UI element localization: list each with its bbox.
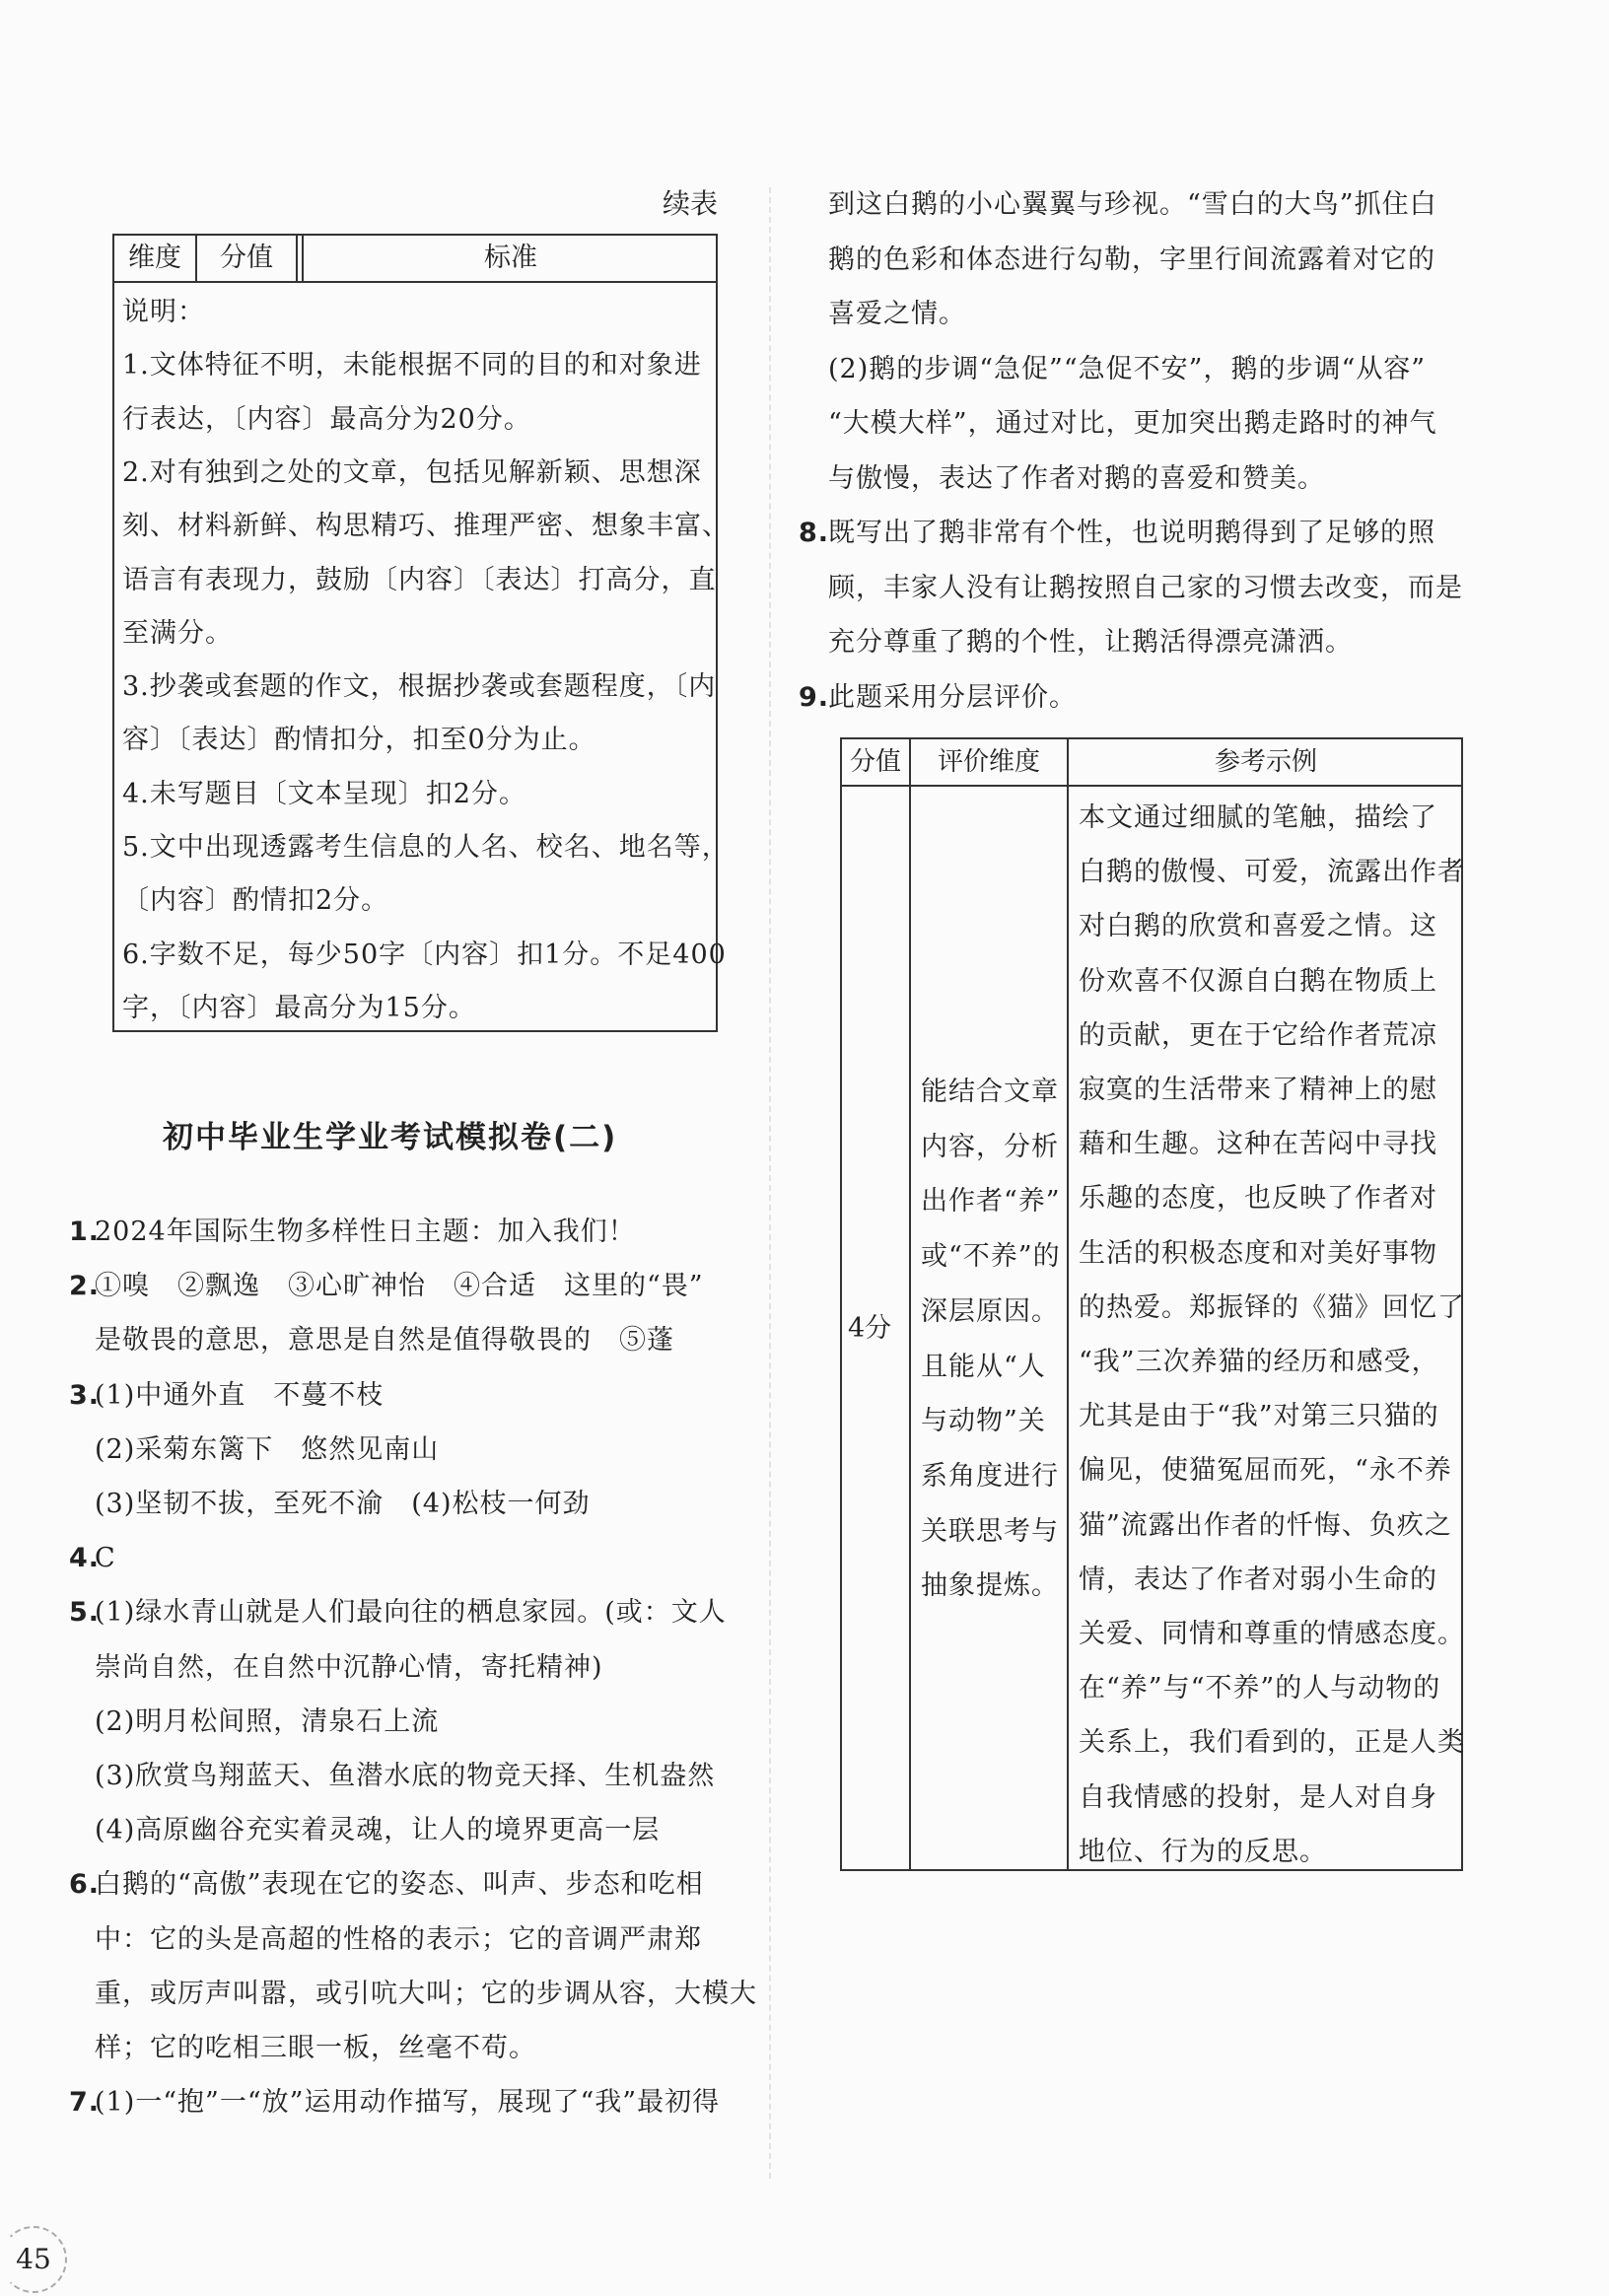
criteria-line: 说明： [122,297,205,327]
question-number: 7. [69,2087,101,2119]
criteria-line: 〔内容〕酌情扣2分。 [122,885,389,917]
answer-line: (2)明月松间照，清泉石上流 [95,1705,440,1737]
answer-line: 与傲慢，表达了作者对鹅的喜爱和赞美。 [828,462,1325,494]
example-line: 自我情感的投射，是人对自身 [1079,1781,1437,1813]
example-line: 的热爱。郑振铎的《猫》回忆了 [1079,1291,1465,1323]
dimension-line: 关联思考与 [921,1515,1059,1547]
answer-line: 充分尊重了鹅的个性，让鹅活得漂亮潇洒。 [828,627,1353,658]
question-number: 1. [69,1217,101,1247]
header-dimension: 评价维度 [937,747,1040,777]
answer-line: 重，或厉声叫嚣，或引吭大叫；它的步调从容，大模大 [95,1978,757,2009]
answer-line: (2)鹅的步调“急促”“急促不安”，鹅的步调“从容” [828,353,1427,384]
answer-line: 崇尚自然，在自然中沉静心情，寄托精神) [95,1651,603,1683]
answer-line: (1)中通外直 不蔓不枝 [95,1379,385,1411]
rating-table [840,737,1463,1871]
answer-line: C [95,1543,116,1574]
answer-line: 2024年国际生物多样性日主题：加入我们！ [95,1217,636,1247]
dimension-line: 出作者“养” [921,1186,1061,1218]
answer-line: 鹅的色彩和体态进行勾勒，字里行间流露着对它的 [828,244,1435,275]
dimension-line: 或“不养”的 [921,1241,1061,1273]
criteria-line: 字，〔内容〕最高分为15分。 [122,992,476,1023]
example-line: 在“养”与“不养”的人与动物的 [1079,1673,1441,1705]
example-line: 对白鹅的欣赏和喜爱之情。这 [1079,911,1437,942]
header-standard: 标准 [484,243,537,273]
answer-line: (4)高原幽谷充实着灵魂，让人的境界更高一层 [95,1815,661,1846]
example-line: 的贡献，更在于它给作者荒凉 [1079,1019,1437,1051]
dimension-line: 抽象提炼。 [921,1570,1059,1602]
header-example: 参考示例 [1214,747,1317,777]
header-score: 分值 [849,747,901,777]
table-header-row [114,236,716,283]
scoring-criteria-table [112,234,730,1032]
criteria-line: 行表达，〔内容〕最高分为20分。 [122,403,531,435]
example-line: 寂寞的生活带来了精神上的慰 [1079,1075,1437,1105]
answer-line: (2)采菊东篱下 悠然见南山 [95,1433,440,1465]
example-line: “我”三次养猫的经历和感受， [1079,1347,1439,1377]
answer-line: (1)绿水青山就是人们最向往的栖息家园。(或：文人 [95,1597,727,1629]
criteria-line: 3.抄袭或套题的作文，根据抄袭或套题程度，〔内 [122,671,717,703]
question-number: 8. [799,518,830,548]
criteria-line: 语言有表现力，鼓励〔内容〕〔表达〕打高分，直 [122,564,717,595]
column-divider [769,187,771,2179]
question-number: 3. [69,1379,101,1411]
header-score: 分值 [220,243,273,273]
example-line: 关系上，我们看到的，正是人类 [1079,1727,1465,1759]
criteria-line: 4.未写题目〔文本呈现〕扣2分。 [122,778,526,809]
dimension-line: 内容，分析 [921,1131,1059,1162]
answer-line: ①嗅 ②飘逸 ③心旷神怡 ④合适 这里的“畏” [95,1271,704,1302]
criteria-line: 容〕〔表达〕酌情扣分，扣至0分为止。 [122,725,596,756]
answer-line: 喜爱之情。 [828,299,966,329]
dimension-line: 系角度进行 [921,1460,1059,1492]
criteria-line: 至满分。 [122,617,233,649]
example-line: 尤其是由于“我”对第三只猫的 [1079,1401,1439,1432]
answer-line: (1)一“抱”一“放”运用动作描写，展现了“我”最初得 [95,2087,721,2119]
dimension-line: 与动物”关 [921,1406,1046,1437]
header-dimension: 维度 [128,243,181,273]
example-line: 偏见，使猫冤屈而死，“永不养 [1079,1455,1452,1487]
answer-line: 顾，丰家人没有让鹅按照自己家的习惯去改变，而是 [828,572,1463,603]
answer-line: 此题采用分层评价。 [828,681,1077,713]
answer-line: 样；它的吃相三眼一板，丝毫不苟。 [95,2033,536,2063]
example-line: 猫”流露出作者的忏悔、负疚之 [1079,1509,1452,1541]
example-line: 藉和生趣。这种在苦闷中寻找 [1079,1129,1437,1160]
question-number: 9. [799,681,830,713]
criteria-line: 2.对有独到之处的文章，包括见解新颖、思想深 [122,456,702,488]
example-line: 情，表达了作者对弱小生命的 [1079,1564,1437,1595]
dimension-line: 深层原因。 [921,1295,1059,1327]
answer-line: 是敬畏的意思，意思是自然是值得敬畏的 ⑤蓬 [95,1325,674,1357]
answer-line: 到这白鹅的小心翼翼与珍视。“雪白的大鸟”抓住白 [828,189,1437,220]
answer-line: (3)欣赏鸟翔蓝天、鱼潜水底的物竞天择、生机盎然 [95,1761,716,1791]
example-line: 关爱、同情和尊重的情感态度。 [1079,1619,1465,1649]
answer-line: “大模大样”，通过对比，更加突出鹅走路时的神气 [828,408,1437,439]
question-number: 6. [69,1869,101,1901]
example-line: 生活的积极态度和对美好事物 [1079,1237,1437,1269]
answer-line: 中：它的头是高超的性格的表示；它的音调严肃郑 [95,1923,702,1955]
question-number: 4. [69,1543,101,1574]
criteria-line: 5.文中出现透露考生信息的人名、校名、地名等， [122,832,730,863]
answer-line: (3)坚韧不拔，至死不渝 (4)松枝一何劲 [95,1489,591,1519]
criteria-line: 6.字数不足，每少50字〔内容〕扣1分。不足400 [122,939,727,970]
page-number: 45 [0,2226,67,2293]
example-line: 份欢喜不仅源自白鹅在物质上 [1079,965,1437,997]
answer-line: 既写出了鹅非常有个性，也说明鹅得到了足够的照 [828,518,1435,548]
question-number: 2. [69,1271,101,1302]
dimension-line: 且能从“人 [921,1351,1046,1382]
table-caption: 续表 [663,187,719,220]
example-line: 本文通过细腻的笔触，描绘了 [1079,802,1437,833]
example-line: 白鹅的傲慢、可爱，流露出作者 [1079,857,1465,888]
question-number: 5. [69,1597,101,1629]
example-line: 地位、行为的反思。 [1079,1836,1327,1867]
answer-line: 白鹅的“高傲”表现在它的姿态、叫声、步态和吃相 [95,1869,704,1901]
criteria-line: 刻、材料新鲜、构思精巧、推理严密、想象丰富、 [122,511,730,542]
criteria-line: 1.文体特征不明，未能根据不同的目的和对象进 [122,350,702,382]
score-cell: 4分 [848,1313,892,1344]
exam-title: 初中毕业生学业考试模拟卷(二) [163,1120,618,1155]
example-line: 乐趣的态度，也反映了作者对 [1079,1183,1437,1215]
dimension-line: 能结合文章 [921,1077,1059,1107]
